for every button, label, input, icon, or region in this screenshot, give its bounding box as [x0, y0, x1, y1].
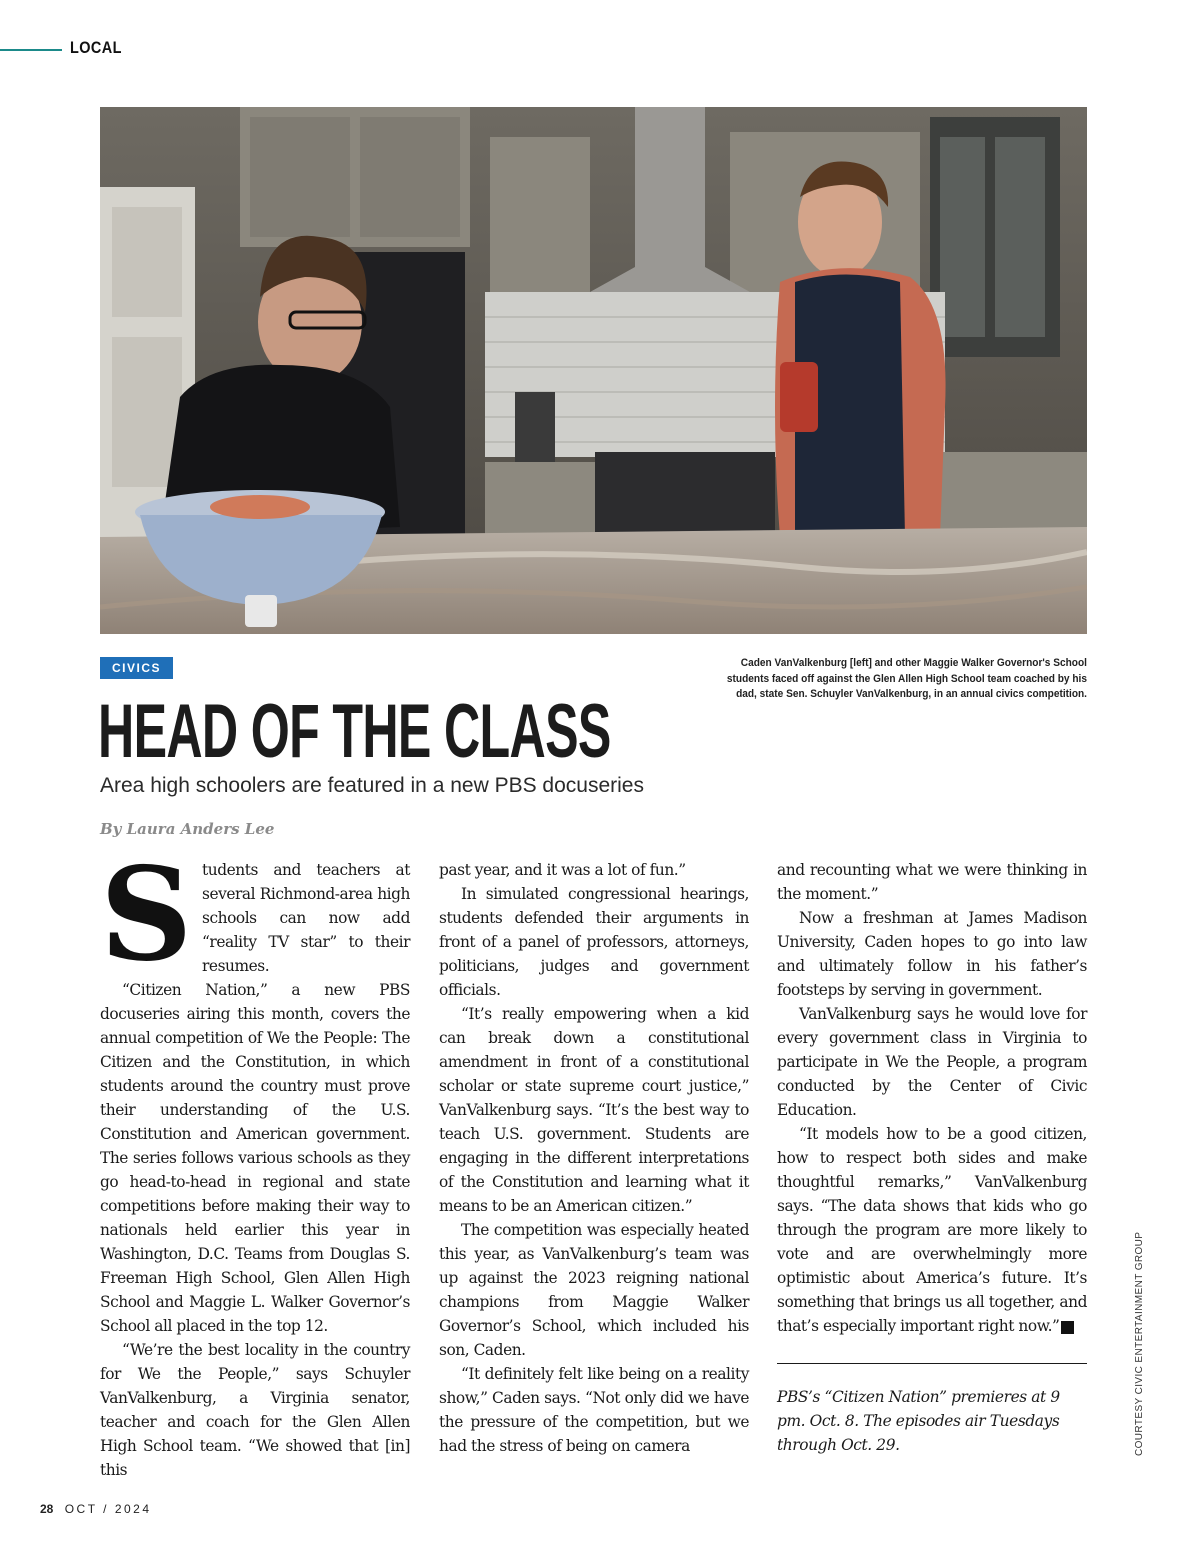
broadcast-note: PBS’s “Citizen Nation” premieres at 9 pm. Oct. 8. The episodes air Tuesdays through Oct. 29. [777, 1388, 1060, 1454]
section-rule [0, 49, 62, 51]
paragraph: “It definitely felt like being on a reality show,” Caden says. “Not only did we have the pressure of the competition, but we had the stress of being on camera [439, 1365, 749, 1455]
paragraph: past year, and it was a lot of fun.” [439, 861, 686, 879]
body-column-3 [777, 858, 1091, 1338]
paragraph: and recounting what we were thinking in the moment.” [777, 861, 1087, 903]
folio [40, 1502, 152, 1516]
paragraph: “We’re the best locality in the country for We the People,” says Schuyler VanValkenburg, a Virginia senator, teacher and coach for the Glen Allen High School team. “We showed that [in] this [100, 1341, 410, 1479]
section-label: LOCAL [70, 38, 122, 57]
note-divider [777, 1363, 1087, 1364]
body-column-2 [439, 858, 749, 1458]
paragraph: tudents and teachers at several Richmond-area high schools can now add “reality TV star” to their resumes. [202, 861, 410, 975]
paragraph: The competition was especially heated this year, as VanValkenburg’s team was up against the 2023 reigning national champions from Maggie Walker Governor’s School, which included his son, Caden. [439, 1221, 749, 1359]
photo-illustration [100, 107, 1087, 634]
photo-credit: COURTESY CIVIC ENTERTAINMENT GROUP [1134, 1231, 1145, 1456]
kitchen-photo [100, 107, 1087, 634]
end-mark-icon: R [1061, 1321, 1074, 1334]
body-column-1 [100, 840, 410, 1482]
paragraph: Now a freshman at James Madison University, Caden hopes to go into law and ultimately follow in his father’s footsteps by serving in government. [777, 909, 1087, 999]
page-number: 28 [40, 1502, 54, 1516]
headline: HEAD OF THE CLASS [98, 689, 611, 774]
paragraph: In simulated congressional hearings, students defended their arguments in front of a panel of professors, attorneys, politicians, judges and government officials. [439, 885, 749, 999]
issue-date: OCT / 2024 [64, 1502, 152, 1516]
deck: Area high schoolers are featured in a new PBS docuseries [100, 774, 644, 797]
photo-caption: Caden VanValkenburg [left] and other Maggie Walker Governor's School students faced off against the Glen Allen High School team coached by his dad, state Sen. Schuyler VanValkenburg, in an annual civics competition. [726, 657, 1087, 700]
paragraph [777, 1122, 1091, 1338]
category-tag[interactable]: CIVICS [100, 657, 173, 679]
paragraph: “Citizen Nation,” a new PBS docuseries airing this month, covers the annual competition of We the People: The Citizen and the Constitution, in which students around the country must prove their understanding of the U.S. Constitution and American government. The series follows various schools as they go head-to-head in regional and state competitions before making their way to nationals held earlier this year in Washington, D.C. Teams from Douglas S. Freeman High School, Glen Allen High School and Maggie L. Walker Governor’s School all placed in the top 12. [100, 981, 410, 1335]
paragraph-text: “It models how to be a good citizen, how to respect both sides and make thoughtful remarks,” VanValkenburg says. “The data shows that kids who go through the program are more likely to vote and are overwhelmingly more optimistic about America’s future. It’s something that brings us all together, and that’s especially important right now.” [777, 1125, 1087, 1335]
byline: By Laura Anders Lee [100, 820, 275, 838]
paragraph: VanValkenburg says he would love for every government class in Virginia to participate in We the People, a program conducted by the Center of Civic Education. [777, 1005, 1087, 1119]
drop-cap: S [100, 840, 192, 990]
paragraph: “It’s really empowering when a kid can break down a constitutional amendment in front of a constitutional scholar or state supreme court justice,” VanValkenburg says. “It’s the best way to teach U.S. government. Students are engaging in the different interpretations of the Constitution and learning what it means to be an American citizen.” [439, 1005, 749, 1215]
